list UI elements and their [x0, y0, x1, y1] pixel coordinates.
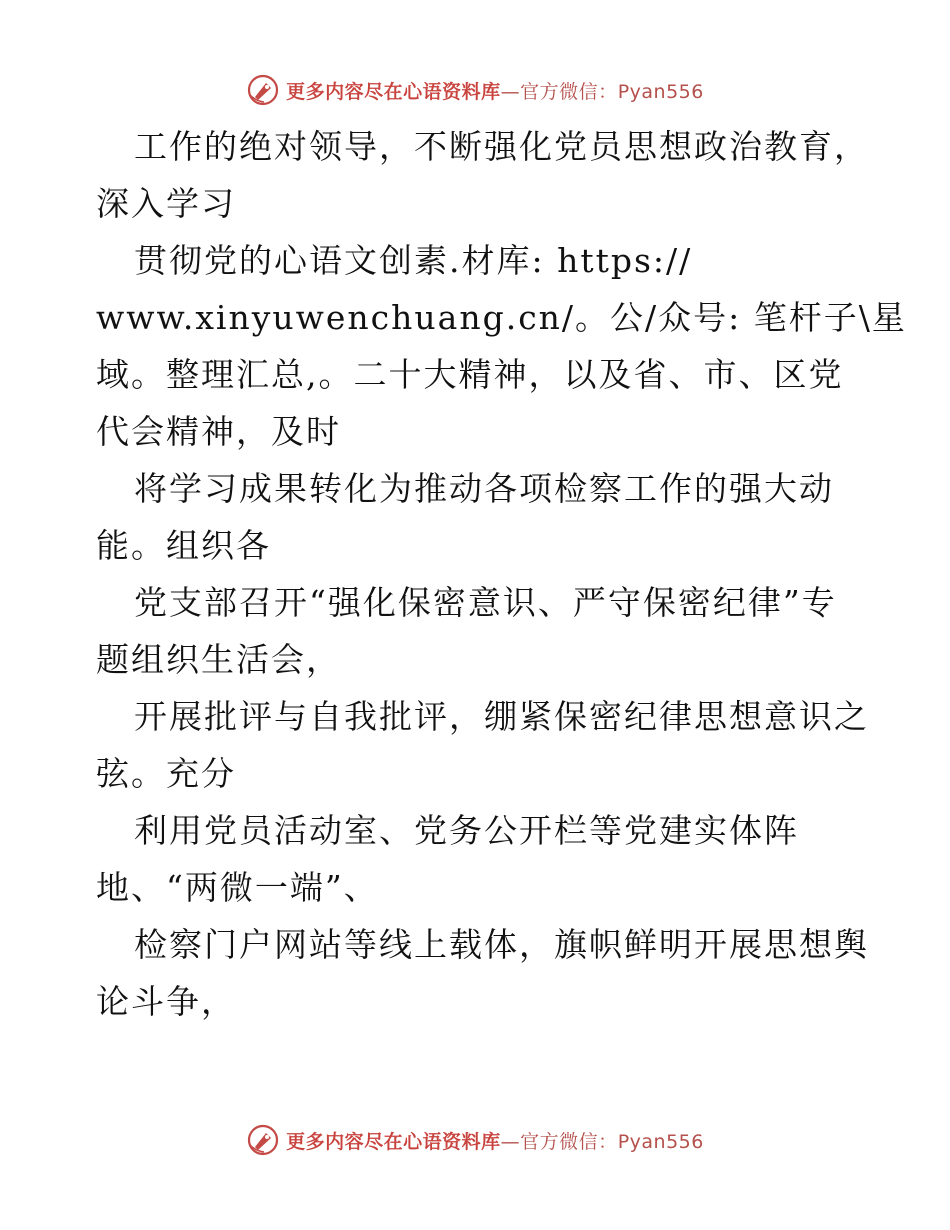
footer-banner-text: [286, 1127, 704, 1154]
footer-brand: 更多内容尽在心语资料库: [286, 1130, 501, 1153]
header-wechat-id: Pyan556: [617, 80, 704, 103]
body-line: www.xinyuwenchuang.cn/。公/众号: 笔杆子\星: [96, 298, 907, 337]
body-line: 代会精神，及时: [96, 412, 341, 451]
body-line: 将学习成果转化为推动各项检察工作的强大动: [134, 469, 834, 508]
body-line: 工作的绝对领导，不断强化党员思想政治教育，: [134, 127, 869, 166]
header-brand: 更多内容尽在心语资料库: [286, 80, 501, 103]
footer-banner: [0, 1122, 950, 1158]
body-line: 域。整理汇总,。二十大精神，以及省、市、区党: [96, 355, 844, 394]
footer-wechat-label: —官方微信：: [500, 1130, 618, 1153]
header-banner: [0, 72, 950, 108]
body-line: 党支部召开“强化保密意识、严守保密纪律”专: [134, 583, 837, 622]
body-line: 论斗争，: [96, 982, 236, 1021]
body-line: 地、“两微一端”、: [96, 868, 379, 907]
footer-wechat-id: Pyan556: [617, 1130, 704, 1153]
body-line: 利用党员活动室、党务公开栏等党建实体阵: [134, 811, 799, 850]
pen-nib-logo-icon: [246, 73, 280, 107]
header-wechat-label: —官方微信：: [500, 80, 618, 103]
pen-nib-logo-icon: [246, 1123, 280, 1157]
body-line: 检察门户网站等线上载体，旗帜鲜明开展思想舆: [134, 925, 869, 964]
body-line: 能。组织各: [96, 526, 271, 565]
body-line: 贯彻党的心语文创素.材库: https://: [134, 241, 693, 280]
body-line: 题组织生活会，: [96, 640, 341, 679]
body-line: 深入学习: [96, 184, 236, 223]
document-body: [96, 118, 907, 1030]
body-line: 开展批评与自我批评，绷紧保密纪律思想意识之: [134, 697, 869, 736]
header-banner-text: [286, 77, 704, 104]
body-line: 弦。充分: [96, 754, 236, 793]
